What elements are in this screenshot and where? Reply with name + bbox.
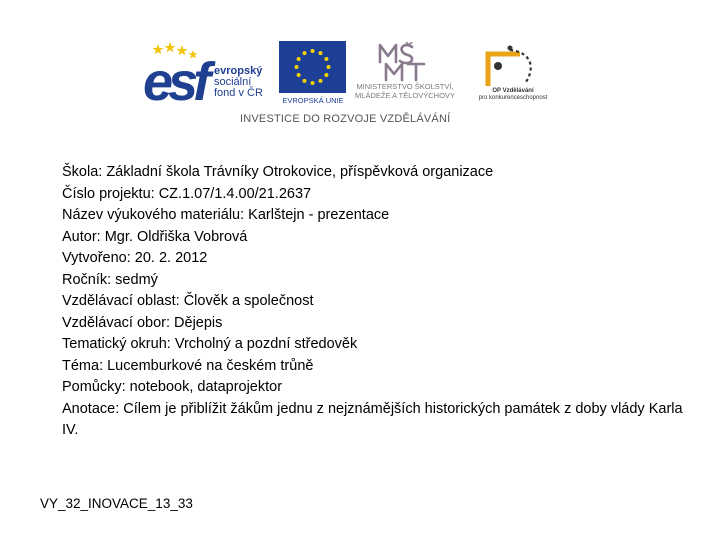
msmt-logo: [346, 42, 464, 106]
op-caption-line-2: pro konkurenceschopnost: [478, 95, 548, 101]
info-thematic-area: Tematický okruh: Vrcholný a pozdní středověk: [62, 336, 358, 352]
info-material-name: Název výukového materiálu: Karlštejn - prezentace: [62, 207, 390, 223]
esf-logo-letters: esf: [143, 52, 207, 112]
op-emblem-icon: [470, 42, 556, 88]
info-tools: Pomůcky: notebook, dataprojektor: [62, 379, 283, 395]
esf-logo-text: [214, 66, 263, 99]
info-education-field: Vzdělávací obor: Dějepis: [62, 314, 223, 331]
info-annotation: Anotace: Cílem je přiblížit žákům jednu z nejznámějších historických památek z doby vlády Karla IV.: [62, 400, 683, 438]
material-code: VY_32_INOVACE_13_33: [40, 496, 193, 511]
info-created: Vytvořeno: 20. 2. 2012: [62, 250, 208, 266]
esf-text-line-1: evropský: [214, 65, 263, 77]
logo-strip: [0, 0, 720, 135]
investice-slogan: INVESTICE DO ROZVOJE VZDĚLÁVÁNÍ: [240, 113, 451, 125]
op-caption-line-1: OP Vzdělávání: [492, 88, 534, 94]
msmt-caption: [346, 82, 464, 100]
eu-flag-icon: [279, 41, 346, 93]
info-school: Škola: Základní škola Trávníky Otrokovice, příspěvková organizace: [62, 164, 494, 180]
msmt-caption-line-1: MINISTERSTVO ŠKOLSTVÍ,: [356, 82, 454, 91]
esf-text-line-3: fond v ČR: [214, 87, 263, 99]
info-project-number: Číslo projektu: CZ.1.07/1.4.00/21.2637: [62, 185, 312, 202]
info-grade: Ročník: sedmý: [62, 271, 158, 288]
eu-caption: EVROPSKÁ UNIE: [282, 96, 344, 105]
info-education-area: Vzdělávací oblast: Člověk a společnost: [62, 293, 314, 309]
op-logo: [470, 42, 556, 106]
eu-logo: [279, 41, 346, 108]
project-info: [62, 162, 702, 442]
msmt-monogram-icon: [346, 42, 464, 82]
info-topic: Téma: Lucemburkové na českém trůně: [62, 357, 314, 374]
msmt-caption-line-2: MLÁDEŽE A TĚLOVÝCHOVY: [355, 91, 455, 100]
esf-text-line-2: sociální: [214, 76, 252, 88]
op-caption: [470, 88, 556, 102]
info-author: Autor: Mgr. Oldřiška Vobrová: [62, 228, 248, 245]
